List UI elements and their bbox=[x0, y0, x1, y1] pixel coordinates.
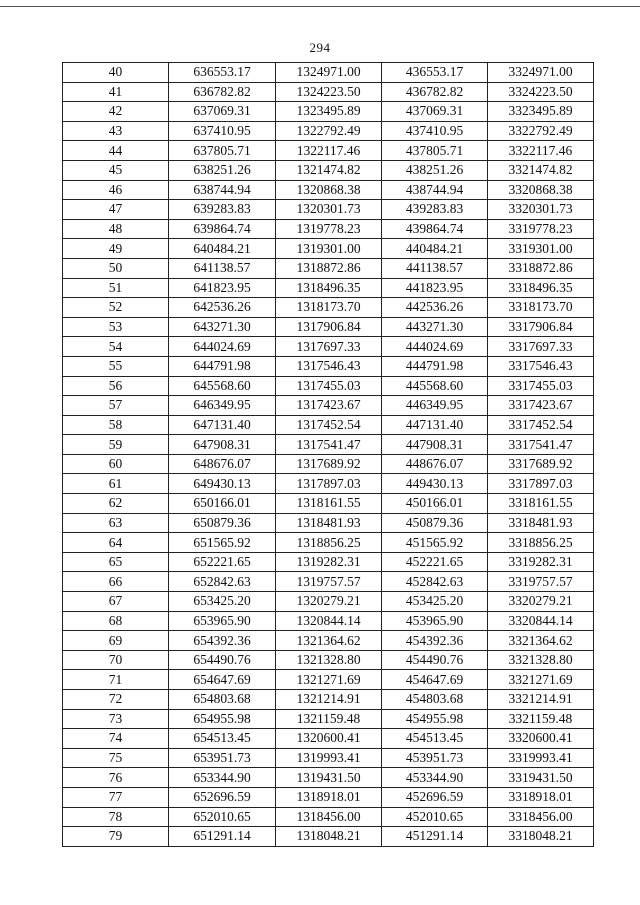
x-coordinate-cell: 638744.94 bbox=[169, 180, 276, 200]
y-coordinate-cell: 1319778.23 bbox=[276, 219, 382, 239]
x-coordinate-cell: 649430.13 bbox=[169, 474, 276, 494]
y2-coordinate-cell: 3317689.92 bbox=[488, 454, 594, 474]
y2-coordinate-cell: 3319993.41 bbox=[488, 748, 594, 768]
x-coordinate-cell: 637410.95 bbox=[169, 121, 276, 141]
table-row bbox=[63, 494, 594, 514]
x2-coordinate-cell: 439864.74 bbox=[382, 219, 488, 239]
y-coordinate-cell: 1324223.50 bbox=[276, 82, 382, 102]
y2-coordinate-cell: 3318161.55 bbox=[488, 494, 594, 514]
x2-coordinate-cell: 454513.45 bbox=[382, 729, 488, 749]
x-coordinate-cell: 652696.59 bbox=[169, 787, 276, 807]
page-number: 294 bbox=[309, 40, 331, 55]
x2-coordinate-cell: 446349.95 bbox=[382, 396, 488, 416]
y2-coordinate-cell: 3321328.80 bbox=[488, 650, 594, 670]
table-row bbox=[63, 729, 594, 749]
table-row bbox=[63, 611, 594, 631]
y2-coordinate-cell: 3320844.14 bbox=[488, 611, 594, 631]
x2-coordinate-cell: 452010.65 bbox=[382, 807, 488, 827]
x-coordinate-cell: 643271.30 bbox=[169, 317, 276, 337]
table-row bbox=[63, 552, 594, 572]
y2-coordinate-cell: 3319757.57 bbox=[488, 572, 594, 592]
y-coordinate-cell: 1322792.49 bbox=[276, 121, 382, 141]
y-coordinate-cell: 1319431.50 bbox=[276, 768, 382, 788]
x2-coordinate-cell: 454490.76 bbox=[382, 650, 488, 670]
x2-coordinate-cell: 451565.92 bbox=[382, 533, 488, 553]
table-row bbox=[63, 278, 594, 298]
y-coordinate-cell: 1320600.41 bbox=[276, 729, 382, 749]
y-coordinate-cell: 1317689.92 bbox=[276, 454, 382, 474]
y-coordinate-cell: 1317697.33 bbox=[276, 337, 382, 357]
point-number-cell: 47 bbox=[63, 200, 169, 220]
y-coordinate-cell: 1317541.47 bbox=[276, 435, 382, 455]
x-coordinate-cell: 651291.14 bbox=[169, 827, 276, 847]
x-coordinate-cell: 644791.98 bbox=[169, 356, 276, 376]
table-row bbox=[63, 63, 594, 83]
y-coordinate-cell: 1318496.35 bbox=[276, 278, 382, 298]
y-coordinate-cell: 1321474.82 bbox=[276, 160, 382, 180]
x-coordinate-cell: 637069.31 bbox=[169, 102, 276, 122]
y2-coordinate-cell: 3319301.00 bbox=[488, 239, 594, 259]
y-coordinate-cell: 1317897.03 bbox=[276, 474, 382, 494]
x-coordinate-cell: 652221.65 bbox=[169, 552, 276, 572]
point-number-cell: 77 bbox=[63, 787, 169, 807]
coordinates-table-body bbox=[63, 63, 594, 847]
table-row bbox=[63, 650, 594, 670]
point-number-cell: 69 bbox=[63, 631, 169, 651]
x2-coordinate-cell: 451291.14 bbox=[382, 827, 488, 847]
x2-coordinate-cell: 454803.68 bbox=[382, 690, 488, 710]
x-coordinate-cell: 646349.95 bbox=[169, 396, 276, 416]
y2-coordinate-cell: 3317906.84 bbox=[488, 317, 594, 337]
x-coordinate-cell: 636553.17 bbox=[169, 63, 276, 83]
point-number-cell: 53 bbox=[63, 317, 169, 337]
point-number-cell: 56 bbox=[63, 376, 169, 396]
table-row bbox=[63, 239, 594, 259]
x2-coordinate-cell: 454955.98 bbox=[382, 709, 488, 729]
y2-coordinate-cell: 3317697.33 bbox=[488, 337, 594, 357]
table-row bbox=[63, 670, 594, 690]
y-coordinate-cell: 1318872.86 bbox=[276, 258, 382, 278]
x2-coordinate-cell: 449430.13 bbox=[382, 474, 488, 494]
y2-coordinate-cell: 3321271.69 bbox=[488, 670, 594, 690]
x-coordinate-cell: 647131.40 bbox=[169, 415, 276, 435]
point-number-cell: 73 bbox=[63, 709, 169, 729]
y2-coordinate-cell: 3317423.67 bbox=[488, 396, 594, 416]
table-row bbox=[63, 102, 594, 122]
y2-coordinate-cell: 3318173.70 bbox=[488, 298, 594, 318]
x-coordinate-cell: 641823.95 bbox=[169, 278, 276, 298]
point-number-cell: 46 bbox=[63, 180, 169, 200]
y2-coordinate-cell: 3320301.73 bbox=[488, 200, 594, 220]
table-row bbox=[63, 298, 594, 318]
point-number-cell: 42 bbox=[63, 102, 169, 122]
x-coordinate-cell: 652010.65 bbox=[169, 807, 276, 827]
y-coordinate-cell: 1321271.69 bbox=[276, 670, 382, 690]
y2-coordinate-cell: 3318496.35 bbox=[488, 278, 594, 298]
y2-coordinate-cell: 3317455.03 bbox=[488, 376, 594, 396]
x2-coordinate-cell: 454647.69 bbox=[382, 670, 488, 690]
y2-coordinate-cell: 3324971.00 bbox=[488, 63, 594, 83]
y-coordinate-cell: 1318481.93 bbox=[276, 513, 382, 533]
point-number-cell: 71 bbox=[63, 670, 169, 690]
x2-coordinate-cell: 436782.82 bbox=[382, 82, 488, 102]
y-coordinate-cell: 1317423.67 bbox=[276, 396, 382, 416]
point-number-cell: 61 bbox=[63, 474, 169, 494]
x2-coordinate-cell: 453425.20 bbox=[382, 592, 488, 612]
table-row bbox=[63, 768, 594, 788]
x2-coordinate-cell: 450166.01 bbox=[382, 494, 488, 514]
x-coordinate-cell: 653425.20 bbox=[169, 592, 276, 612]
table-row bbox=[63, 121, 594, 141]
x2-coordinate-cell: 448676.07 bbox=[382, 454, 488, 474]
y-coordinate-cell: 1321328.80 bbox=[276, 650, 382, 670]
table-row bbox=[63, 709, 594, 729]
table-row bbox=[63, 474, 594, 494]
x2-coordinate-cell: 442536.26 bbox=[382, 298, 488, 318]
y2-coordinate-cell: 3318481.93 bbox=[488, 513, 594, 533]
point-number-cell: 67 bbox=[63, 592, 169, 612]
y2-coordinate-cell: 3318872.86 bbox=[488, 258, 594, 278]
table-row bbox=[63, 572, 594, 592]
table-row bbox=[63, 435, 594, 455]
x-coordinate-cell: 654490.76 bbox=[169, 650, 276, 670]
y2-coordinate-cell: 3319778.23 bbox=[488, 219, 594, 239]
y2-coordinate-cell: 3322792.49 bbox=[488, 121, 594, 141]
table-row bbox=[63, 533, 594, 553]
point-number-cell: 58 bbox=[63, 415, 169, 435]
y2-coordinate-cell: 3318048.21 bbox=[488, 827, 594, 847]
y2-coordinate-cell: 3317541.47 bbox=[488, 435, 594, 455]
point-number-cell: 59 bbox=[63, 435, 169, 455]
y-coordinate-cell: 1321364.62 bbox=[276, 631, 382, 651]
y2-coordinate-cell: 3321159.48 bbox=[488, 709, 594, 729]
x2-coordinate-cell: 441823.95 bbox=[382, 278, 488, 298]
x2-coordinate-cell: 453951.73 bbox=[382, 748, 488, 768]
y-coordinate-cell: 1317452.54 bbox=[276, 415, 382, 435]
x2-coordinate-cell: 439283.83 bbox=[382, 200, 488, 220]
x2-coordinate-cell: 437805.71 bbox=[382, 141, 488, 161]
x2-coordinate-cell: 438744.94 bbox=[382, 180, 488, 200]
y-coordinate-cell: 1320844.14 bbox=[276, 611, 382, 631]
y2-coordinate-cell: 3324223.50 bbox=[488, 82, 594, 102]
x2-coordinate-cell: 452221.65 bbox=[382, 552, 488, 572]
x-coordinate-cell: 654647.69 bbox=[169, 670, 276, 690]
x2-coordinate-cell: 441138.57 bbox=[382, 258, 488, 278]
coordinates-table bbox=[62, 62, 594, 847]
y-coordinate-cell: 1320301.73 bbox=[276, 200, 382, 220]
x-coordinate-cell: 638251.26 bbox=[169, 160, 276, 180]
x2-coordinate-cell: 438251.26 bbox=[382, 160, 488, 180]
y-coordinate-cell: 1323495.89 bbox=[276, 102, 382, 122]
table-row bbox=[63, 827, 594, 847]
x2-coordinate-cell: 453344.90 bbox=[382, 768, 488, 788]
point-number-cell: 60 bbox=[63, 454, 169, 474]
point-number-cell: 40 bbox=[63, 63, 169, 83]
y-coordinate-cell: 1318161.55 bbox=[276, 494, 382, 514]
y2-coordinate-cell: 3319431.50 bbox=[488, 768, 594, 788]
y2-coordinate-cell: 3317452.54 bbox=[488, 415, 594, 435]
point-number-cell: 64 bbox=[63, 533, 169, 553]
y-coordinate-cell: 1317906.84 bbox=[276, 317, 382, 337]
point-number-cell: 78 bbox=[63, 807, 169, 827]
x-coordinate-cell: 654392.36 bbox=[169, 631, 276, 651]
y2-coordinate-cell: 3320868.38 bbox=[488, 180, 594, 200]
table-row bbox=[63, 356, 594, 376]
y-coordinate-cell: 1324971.00 bbox=[276, 63, 382, 83]
x-coordinate-cell: 641138.57 bbox=[169, 258, 276, 278]
table-row bbox=[63, 337, 594, 357]
table-row bbox=[63, 631, 594, 651]
x2-coordinate-cell: 447131.40 bbox=[382, 415, 488, 435]
point-number-cell: 74 bbox=[63, 729, 169, 749]
table-row bbox=[63, 807, 594, 827]
point-number-cell: 44 bbox=[63, 141, 169, 161]
y2-coordinate-cell: 3321214.91 bbox=[488, 690, 594, 710]
table-row bbox=[63, 219, 594, 239]
point-number-cell: 57 bbox=[63, 396, 169, 416]
x-coordinate-cell: 654803.68 bbox=[169, 690, 276, 710]
point-number-cell: 49 bbox=[63, 239, 169, 259]
table-row bbox=[63, 787, 594, 807]
table-row bbox=[63, 454, 594, 474]
point-number-cell: 41 bbox=[63, 82, 169, 102]
y-coordinate-cell: 1322117.46 bbox=[276, 141, 382, 161]
x-coordinate-cell: 652842.63 bbox=[169, 572, 276, 592]
point-number-cell: 70 bbox=[63, 650, 169, 670]
y-coordinate-cell: 1319301.00 bbox=[276, 239, 382, 259]
point-number-cell: 50 bbox=[63, 258, 169, 278]
x-coordinate-cell: 651565.92 bbox=[169, 533, 276, 553]
point-number-cell: 65 bbox=[63, 552, 169, 572]
point-number-cell: 75 bbox=[63, 748, 169, 768]
y2-coordinate-cell: 3323495.89 bbox=[488, 102, 594, 122]
point-number-cell: 45 bbox=[63, 160, 169, 180]
x2-coordinate-cell: 445568.60 bbox=[382, 376, 488, 396]
x2-coordinate-cell: 454392.36 bbox=[382, 631, 488, 651]
point-number-cell: 72 bbox=[63, 690, 169, 710]
y-coordinate-cell: 1318173.70 bbox=[276, 298, 382, 318]
point-number-cell: 55 bbox=[63, 356, 169, 376]
x2-coordinate-cell: 437069.31 bbox=[382, 102, 488, 122]
x2-coordinate-cell: 444024.69 bbox=[382, 337, 488, 357]
table-row bbox=[63, 317, 594, 337]
table-row bbox=[63, 396, 594, 416]
x-coordinate-cell: 647908.31 bbox=[169, 435, 276, 455]
y2-coordinate-cell: 3320279.21 bbox=[488, 592, 594, 612]
x2-coordinate-cell: 452842.63 bbox=[382, 572, 488, 592]
x-coordinate-cell: 650879.36 bbox=[169, 513, 276, 533]
point-number-cell: 66 bbox=[63, 572, 169, 592]
x2-coordinate-cell: 443271.30 bbox=[382, 317, 488, 337]
y-coordinate-cell: 1317455.03 bbox=[276, 376, 382, 396]
point-number-cell: 43 bbox=[63, 121, 169, 141]
y-coordinate-cell: 1319757.57 bbox=[276, 572, 382, 592]
y2-coordinate-cell: 3322117.46 bbox=[488, 141, 594, 161]
y2-coordinate-cell: 3319282.31 bbox=[488, 552, 594, 572]
x-coordinate-cell: 653951.73 bbox=[169, 748, 276, 768]
y2-coordinate-cell: 3317897.03 bbox=[488, 474, 594, 494]
x-coordinate-cell: 648676.07 bbox=[169, 454, 276, 474]
x2-coordinate-cell: 444791.98 bbox=[382, 356, 488, 376]
x-coordinate-cell: 639283.83 bbox=[169, 200, 276, 220]
table-row bbox=[63, 592, 594, 612]
table-row bbox=[63, 258, 594, 278]
table-row bbox=[63, 82, 594, 102]
y-coordinate-cell: 1321214.91 bbox=[276, 690, 382, 710]
table-row bbox=[63, 415, 594, 435]
y2-coordinate-cell: 3318856.25 bbox=[488, 533, 594, 553]
y2-coordinate-cell: 3321364.62 bbox=[488, 631, 594, 651]
x-coordinate-cell: 637805.71 bbox=[169, 141, 276, 161]
x2-coordinate-cell: 437410.95 bbox=[382, 121, 488, 141]
x-coordinate-cell: 654513.45 bbox=[169, 729, 276, 749]
x2-coordinate-cell: 447908.31 bbox=[382, 435, 488, 455]
y2-coordinate-cell: 3318456.00 bbox=[488, 807, 594, 827]
point-number-cell: 54 bbox=[63, 337, 169, 357]
point-number-cell: 48 bbox=[63, 219, 169, 239]
point-number-cell: 63 bbox=[63, 513, 169, 533]
x-coordinate-cell: 636782.82 bbox=[169, 82, 276, 102]
x2-coordinate-cell: 436553.17 bbox=[382, 63, 488, 83]
x-coordinate-cell: 645568.60 bbox=[169, 376, 276, 396]
y-coordinate-cell: 1318856.25 bbox=[276, 533, 382, 553]
y2-coordinate-cell: 3318918.01 bbox=[488, 787, 594, 807]
y2-coordinate-cell: 3321474.82 bbox=[488, 160, 594, 180]
x-coordinate-cell: 642536.26 bbox=[169, 298, 276, 318]
y-coordinate-cell: 1320279.21 bbox=[276, 592, 382, 612]
table-row bbox=[63, 513, 594, 533]
x-coordinate-cell: 640484.21 bbox=[169, 239, 276, 259]
y-coordinate-cell: 1318918.01 bbox=[276, 787, 382, 807]
table-row bbox=[63, 376, 594, 396]
x-coordinate-cell: 653344.90 bbox=[169, 768, 276, 788]
x2-coordinate-cell: 450879.36 bbox=[382, 513, 488, 533]
x-coordinate-cell: 650166.01 bbox=[169, 494, 276, 514]
x2-coordinate-cell: 453965.90 bbox=[382, 611, 488, 631]
table-row bbox=[63, 141, 594, 161]
point-number-cell: 79 bbox=[63, 827, 169, 847]
point-number-cell: 62 bbox=[63, 494, 169, 514]
table-row bbox=[63, 160, 594, 180]
y-coordinate-cell: 1318048.21 bbox=[276, 827, 382, 847]
y2-coordinate-cell: 3317546.43 bbox=[488, 356, 594, 376]
x-coordinate-cell: 653965.90 bbox=[169, 611, 276, 631]
table-row bbox=[63, 748, 594, 768]
x-coordinate-cell: 644024.69 bbox=[169, 337, 276, 357]
point-number-cell: 68 bbox=[63, 611, 169, 631]
y-coordinate-cell: 1318456.00 bbox=[276, 807, 382, 827]
x-coordinate-cell: 639864.74 bbox=[169, 219, 276, 239]
table-row bbox=[63, 200, 594, 220]
y-coordinate-cell: 1317546.43 bbox=[276, 356, 382, 376]
x2-coordinate-cell: 452696.59 bbox=[382, 787, 488, 807]
point-number-cell: 52 bbox=[63, 298, 169, 318]
x-coordinate-cell: 654955.98 bbox=[169, 709, 276, 729]
table-row bbox=[63, 180, 594, 200]
point-number-cell: 76 bbox=[63, 768, 169, 788]
y-coordinate-cell: 1319993.41 bbox=[276, 748, 382, 768]
y-coordinate-cell: 1321159.48 bbox=[276, 709, 382, 729]
y-coordinate-cell: 1319282.31 bbox=[276, 552, 382, 572]
top-rule bbox=[0, 6, 640, 7]
table-row bbox=[63, 690, 594, 710]
y-coordinate-cell: 1320868.38 bbox=[276, 180, 382, 200]
y2-coordinate-cell: 3320600.41 bbox=[488, 729, 594, 749]
point-number-cell: 51 bbox=[63, 278, 169, 298]
x2-coordinate-cell: 440484.21 bbox=[382, 239, 488, 259]
